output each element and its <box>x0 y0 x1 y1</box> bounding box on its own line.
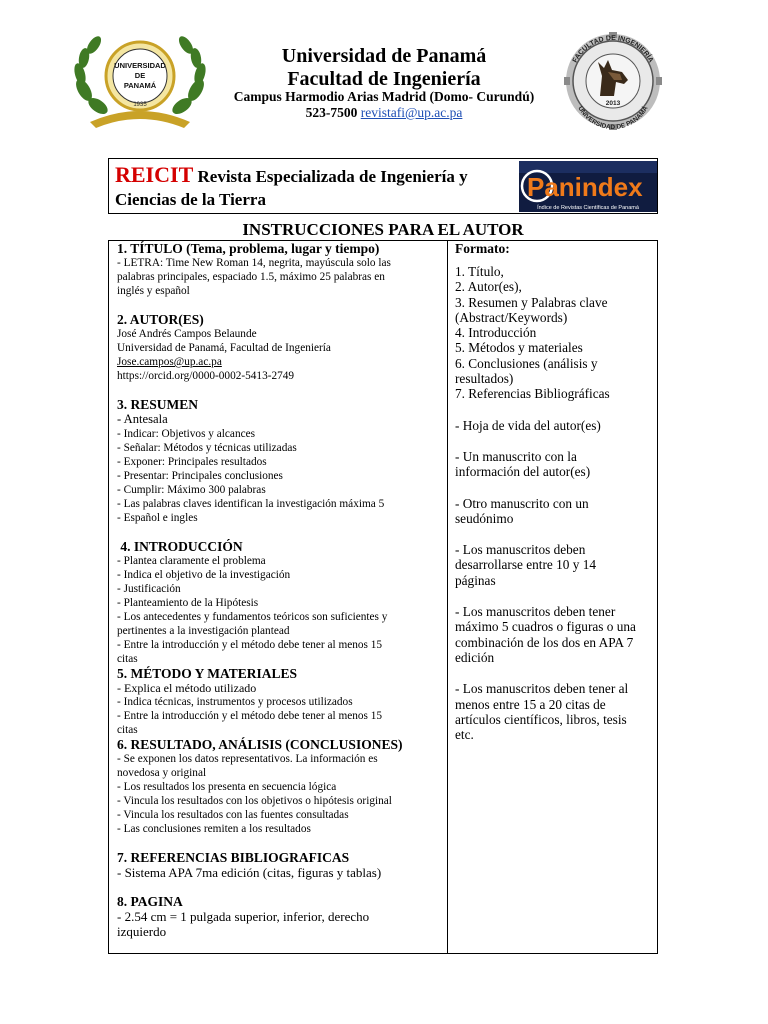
text-line: - Vincula los resultados con los objetivos o hipótesis original <box>117 795 392 807</box>
letterhead <box>0 0 768 140</box>
text-line: - Sistema APA 7ma edición (citas, figuras y tablas) <box>117 865 382 880</box>
requirement-line: etc. <box>455 727 474 743</box>
seal-text: PANAMÁ <box>123 81 157 90</box>
text-line: - Indicar: Objetivos y alcances <box>117 428 256 440</box>
section-title: 5. MÉTODO Y MATERIALES <box>117 666 298 681</box>
emblem-year: 2013 <box>605 100 621 107</box>
seal-text: UNIVERSIDAD <box>114 61 166 70</box>
requirement-line: - Un manuscrito con la <box>455 448 577 464</box>
sections-column <box>109 241 448 953</box>
text-line: - Explica el método utilizado <box>117 681 257 695</box>
format-item: 7. Referencias Bibliográficas <box>455 386 610 402</box>
emblem-bottom-text: UNIVERSIDAD DE PANAMÁ <box>576 105 650 130</box>
journal-title: Revista Especializada de Ingeniería y Ciencias de la Tierra <box>115 167 468 209</box>
author-name: José Andrés Campos Belaunde <box>117 328 257 340</box>
section-title: 8. PAGINA <box>117 894 183 909</box>
text-line: - LETRA: Time New Roman 14, negrita, mayúscula solo las <box>117 257 391 269</box>
instructions-table <box>108 240 658 954</box>
text-line: - Exponer: Principales resultados <box>117 456 267 468</box>
requirement-line: - Los manuscritos deben tener <box>455 604 616 620</box>
text-line: - Las palabras claves identifican la investigación máxima 5 <box>117 498 385 510</box>
author-email[interactable]: Jose.campos@up.ac.pa <box>117 356 222 368</box>
text-line: - Vincula los resultados con las fuentes consultadas <box>117 809 349 821</box>
text-line: inglés y español <box>117 285 190 297</box>
requirement-line: - Otro manuscrito con un <box>455 495 589 511</box>
format-item: 1. Título, <box>455 264 504 279</box>
section-title: 6. RESULTADO, ANÁLISIS (CONCLUSIONES) <box>117 737 403 752</box>
campus-address: Campus Harmodio Arias Madrid (Domo- Curundú) <box>233 89 535 104</box>
journal-acronym: REICIT <box>115 162 194 187</box>
requirement-line: menos entre 15 a 20 citas de <box>455 696 606 712</box>
section-title: 7. REFERENCIAS BIBLIOGRAFICAS <box>117 850 350 865</box>
requirement-line: artículos científicos, libros, tesis <box>455 711 627 727</box>
text-line: - Indica el objetivo de la investigación <box>117 569 291 581</box>
text-line: - 2.54 cm = 1 pulgada superior, inferior, derecho <box>117 909 370 924</box>
journal-title-block <box>115 163 515 211</box>
format-column <box>448 241 657 953</box>
format-item: 5. Métodos y materiales <box>455 340 583 356</box>
text-line: - Indica técnicas, instrumentos y procesos utilizados <box>117 696 353 708</box>
text-line: izquierdo <box>117 924 167 939</box>
text-line: - Plantea claramente el problema <box>117 555 266 567</box>
text-line: - Las conclusiones remiten a los resultados <box>117 823 311 835</box>
requirement-line: seudónimo <box>455 510 514 526</box>
section-title: 3. RESUMEN <box>117 397 199 412</box>
requirement-line: combinación de los dos en APA 7 <box>455 634 634 650</box>
author-orcid: https://orcid.org/0000-0002-5413-2749 <box>117 370 295 382</box>
requirement-line: edición <box>455 649 495 665</box>
format-item: 2. Autor(es), <box>455 279 522 295</box>
text-line: - Se exponen los datos representativos. La información es <box>117 753 378 765</box>
panindex-logo-graphic <box>519 161 657 212</box>
text-line: - Antesala <box>117 412 168 426</box>
text-line: - Planteamiento de la Hipótesis <box>117 597 259 609</box>
format-item: 6. Conclusiones (análisis y <box>455 355 598 371</box>
panindex-wordmark: Panindex <box>527 172 643 202</box>
seal-text: DE <box>134 71 146 80</box>
emblem-top-text: FACULTAD DE INGENIERÍA <box>571 34 655 64</box>
text-line: - Entre la introducción y el método debe tener al menos 15 <box>117 710 383 722</box>
seal-year: 1935 <box>133 102 147 108</box>
panindex-logo <box>519 161 657 212</box>
text-line: - Entre la introducción y el método debe tener al menos 15 <box>117 639 383 651</box>
format-item: resultados) <box>455 371 514 387</box>
text-line: - Español e ingles <box>117 512 198 524</box>
requirement-line: información del autor(es) <box>455 464 591 480</box>
phone-number: 523-7500 <box>305 105 358 120</box>
text-line: citas <box>117 724 138 736</box>
instructions-heading: INSTRUCCIONES PARA EL AUTOR <box>242 220 524 239</box>
text-line: novedosa y original <box>117 767 207 779</box>
text-line: - Presentar: Principales conclusiones <box>117 470 283 482</box>
text-line: pertinentes a la investigación plantead <box>117 625 290 637</box>
text-line: - Cumplir: Máximo 300 palabras <box>117 484 266 496</box>
text-line: - Señalar: Métodos y técnicas utilizadas <box>117 442 297 454</box>
text-line: - Los resultados los presenta en secuencia lógica <box>117 781 337 793</box>
panindex-subtitle: Índice de Revistas Científicas de Panamá <box>537 205 639 211</box>
requirement-line: páginas <box>455 572 496 588</box>
requirement-line: desarrollarse entre 10 y 14 <box>455 557 597 573</box>
university-name: Universidad de Panamá <box>281 45 487 67</box>
author-affiliation: Universidad de Panamá, Facultad de Ingeniería <box>117 342 331 354</box>
format-item: (Abstract/Keywords) <box>455 309 568 325</box>
text-line: - Los antecedentes y fundamentos teóricos son suficientes y <box>117 611 388 623</box>
faculty-emblem-logo <box>552 32 674 130</box>
section-title: 2. AUTOR(ES) <box>117 312 204 327</box>
section-title: 1. TÍTULO (Tema, problema, lugar y tiempo) <box>117 241 380 256</box>
requirement-line: - Hoja de vida del autor(es) <box>455 417 601 433</box>
format-title: Formato: <box>455 241 510 256</box>
contact-line <box>180 105 588 121</box>
section-title: 4. INTRODUCCIÓN <box>117 539 243 554</box>
format-item: 4. Introducción <box>455 325 537 341</box>
faculty-name: Facultad de Ingeniería <box>287 68 481 90</box>
requirement-line: - Los manuscritos deben <box>455 542 586 558</box>
text-line: palabras principales, espaciado 1.5, máximo 25 palabras en <box>117 271 385 283</box>
requirement-line: - Los manuscritos deben tener al <box>455 681 629 697</box>
email-link[interactable]: revistafi@up.ac.pa <box>360 105 463 120</box>
journal-banner <box>108 158 658 214</box>
text-line: - Justificación <box>117 583 181 595</box>
requirement-line: máximo 5 cuadros o figuras o una <box>455 619 636 635</box>
format-item: 3. Resumen y Palabras clave <box>455 294 608 310</box>
text-line: citas <box>117 653 138 665</box>
